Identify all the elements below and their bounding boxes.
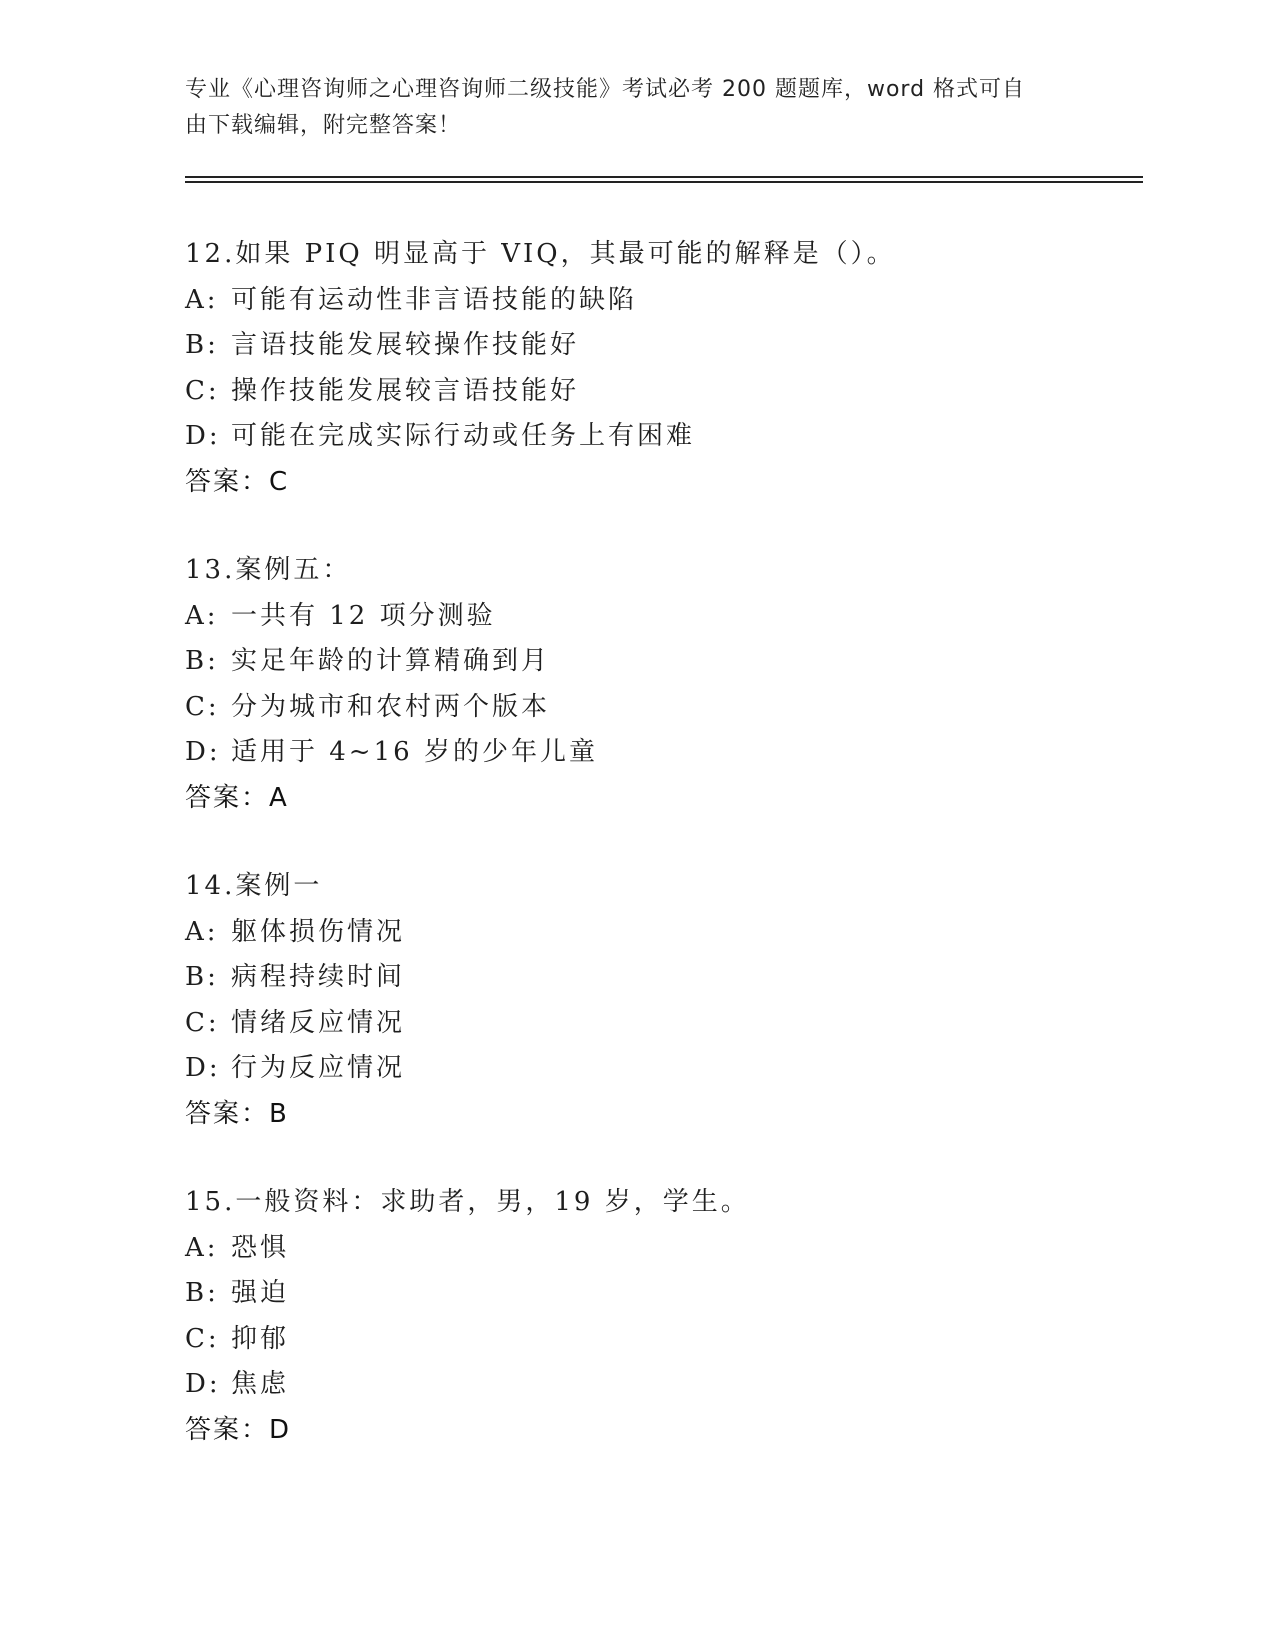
option-text: 恐惧 bbox=[231, 1232, 290, 1263]
option-text: 一共有 12 项分测验 bbox=[231, 600, 496, 631]
option-text: 抑郁 bbox=[231, 1323, 290, 1354]
option-b bbox=[185, 639, 1145, 685]
header-line-1: 专业《心理咨询师之心理咨询师二级技能》考试必考 200 题题库，word 格式可自 bbox=[185, 77, 1026, 102]
option-text: 情绪反应情况 bbox=[231, 1007, 406, 1038]
option-b bbox=[185, 1271, 1145, 1317]
option-letter: A: bbox=[185, 600, 219, 631]
option-text: 行为反应情况 bbox=[231, 1053, 406, 1083]
question-stem: 15.一般资料：求助者，男，19 岁，学生。 bbox=[185, 1187, 750, 1217]
option-letter: A: bbox=[185, 284, 219, 315]
option-text: 躯体损伤情况 bbox=[231, 916, 406, 947]
option-d bbox=[185, 1046, 1145, 1092]
option-letter: D: bbox=[185, 1053, 221, 1083]
header-line-2: 由下载编辑，附完整答案！ bbox=[185, 113, 462, 138]
option-b bbox=[185, 955, 1145, 1001]
option-letter: B: bbox=[185, 1278, 219, 1308]
answer-line: 答案：B bbox=[185, 1098, 289, 1129]
option-text: 焦虑 bbox=[231, 1369, 290, 1399]
answer-line: 答案：C bbox=[185, 466, 290, 497]
option-text: 言语技能发展较操作技能好 bbox=[231, 330, 580, 360]
document-header bbox=[185, 72, 1065, 144]
option-d bbox=[185, 414, 1145, 460]
question-12 bbox=[185, 232, 1145, 505]
option-letter: C: bbox=[185, 375, 220, 406]
option-c bbox=[185, 369, 1145, 415]
answer-line: 答案：A bbox=[185, 782, 289, 813]
question-stem: 14.案例一 bbox=[185, 871, 323, 901]
answer-line: 答案：D bbox=[185, 1414, 292, 1445]
option-d bbox=[185, 1362, 1145, 1408]
option-letter: D: bbox=[185, 421, 221, 451]
question-13 bbox=[185, 548, 1145, 821]
option-c bbox=[185, 685, 1145, 731]
option-text: 病程持续时间 bbox=[231, 962, 406, 992]
option-letter: D: bbox=[185, 1369, 221, 1399]
question-list bbox=[185, 232, 1145, 1496]
option-a bbox=[185, 594, 1145, 640]
option-text: 操作技能发展较言语技能好 bbox=[231, 375, 580, 406]
question-14 bbox=[185, 864, 1145, 1137]
option-text: 实足年龄的计算精确到月 bbox=[231, 646, 551, 676]
option-letter: B: bbox=[185, 646, 219, 676]
option-letter: C: bbox=[185, 1007, 220, 1038]
option-letter: A: bbox=[185, 1232, 219, 1263]
header-divider-bottom bbox=[185, 181, 1143, 183]
question-stem: 12.如果 PIQ 明显高于 VIQ，其最可能的解释是（）。 bbox=[185, 239, 896, 269]
option-letter: B: bbox=[185, 962, 219, 992]
question-15 bbox=[185, 1180, 1145, 1453]
option-text: 分为城市和农村两个版本 bbox=[231, 691, 551, 722]
option-text: 可能在完成实际行动或任务上有困难 bbox=[231, 421, 696, 451]
option-letter: D: bbox=[185, 737, 221, 767]
option-a bbox=[185, 910, 1145, 956]
option-a bbox=[185, 278, 1145, 324]
option-text: 可能有运动性非言语技能的缺陷 bbox=[231, 284, 638, 315]
option-a bbox=[185, 1226, 1145, 1272]
option-letter: A: bbox=[185, 916, 219, 947]
header-divider-top bbox=[185, 176, 1143, 178]
option-text: 强迫 bbox=[231, 1278, 290, 1308]
option-letter: B: bbox=[185, 330, 219, 360]
question-stem: 13.案例五： bbox=[185, 555, 352, 585]
option-letter: C: bbox=[185, 691, 220, 722]
option-c bbox=[185, 1317, 1145, 1363]
option-b bbox=[185, 323, 1145, 369]
option-letter: C: bbox=[185, 1323, 220, 1354]
option-d bbox=[185, 730, 1145, 776]
option-text: 适用于 4~16 岁的少年儿童 bbox=[231, 737, 598, 767]
option-c bbox=[185, 1001, 1145, 1047]
